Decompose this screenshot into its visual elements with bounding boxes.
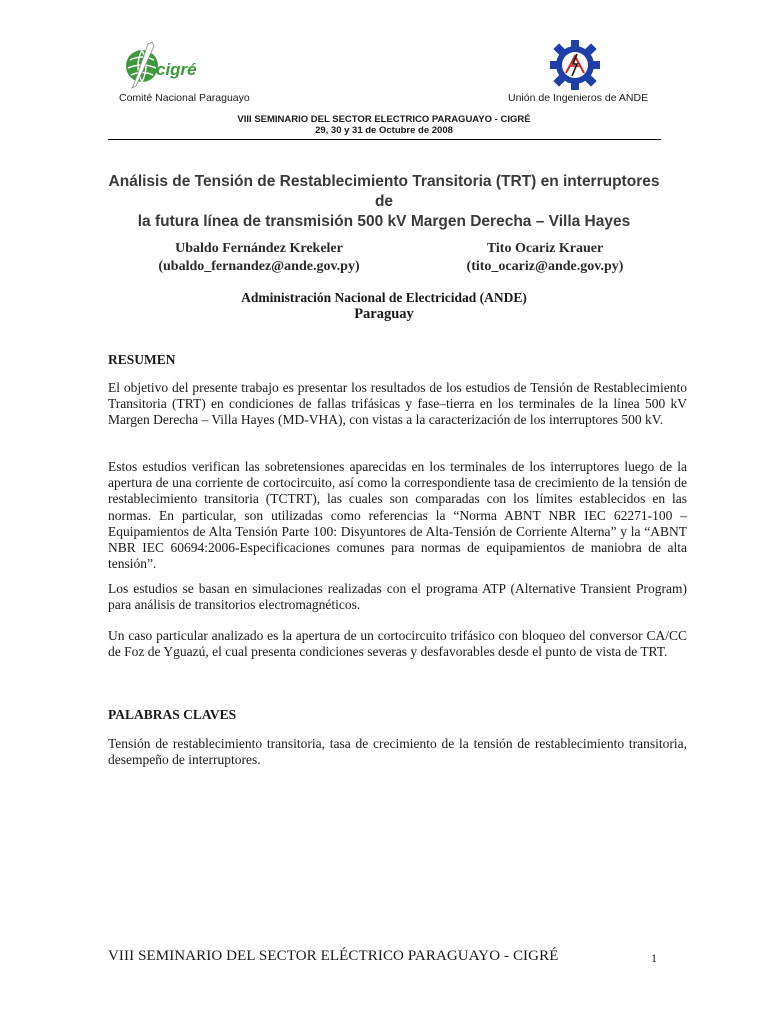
author-2 [400,240,690,275]
resumen-heading: RESUMEN [108,352,176,367]
keywords-text: Tensión de restablecimiento transitoria, tasa de crecimiento de la tensión de restablecimiento transitoria, desempeño de interruptores. [108,736,687,768]
resumen-paragraph-2: Estos estudios verifican las sobretensiones aparecidas en los terminales de los interruptores luego de la apertura de una corriente de cortocircuito, así como la correspondiente tasa de crecimiento de la tensión de restablecimiento transitoria (TCTRT), las cuales son comparadas con los límites establecidos en las normas. En particular, son utilizadas como referencias la “Norma ABNT NBR IEC 62271-100 – Equipamientos de Alta Tensión Parte 100: Disyuntores de Alta-Tensión de Corriente Alterna” y la “ABNT NBR IEC 60694:2006-Especificaciones comunes para normas de equipamientos de maniobra de alta tensión”. [108,459,687,572]
affiliation-name: Administración Nacional de Electricidad (ANDE) [241,290,527,305]
author-email: (tito_ocariz@ande.gov.py) [466,258,624,274]
resumen-paragraph-1: El objetivo del presente trabajo es presentar los resultados de los estudios de Tensión de Restablecimiento Transitoria (TRT) en condiciones de fallas trifásicas y fase–tierra en los terminales de la línea 500 kV Margen Derecha – Villa Hayes (MD-VHA), con vistas a la caracterización de los interruptores 500 kV. [108,380,687,428]
author-email: (ubaldo_fernandez@ande.gov.py) [158,258,360,274]
cigre-logo-text: cigré [156,60,197,79]
author-name: Ubaldo Fernández Krekeler [175,241,343,256]
seminar-title: VIII SEMINARIO DEL SECTOR ELECTRICO PARAGUAYO - CIGRÉ [237,114,531,125]
affiliation-country: Paraguay [354,306,414,322]
footer-seminar-text: VIII SEMINARIO DEL SECTOR ELÉCTRICO PARAGUAYO - CIGRÉ [108,948,559,964]
ande-engineers-logo [550,40,600,90]
paper-title-line-1: Análisis de Tensión de Restablecimiento Transitoria (TRT) en interruptores de [108,173,660,210]
left-organization-label: Comité Nacional Paraguayo [119,92,250,104]
author-name: Tito Ocariz Krauer [486,241,604,256]
page-number: 1 [651,951,657,965]
resumen-paragraph-4: Un caso particular analizado es la apertura de un cortocircuito trifásico con bloqueo del conversor CA/CC de Foz de Yguazú, el cual presenta condiciones severas y desfavorables desde el punto de vista de TRT. [108,628,687,660]
seminar-header [0,114,768,136]
header-divider [108,139,661,140]
right-organization-label: Unión de Ingenieros de ANDE [508,92,649,104]
affiliation-block [0,289,768,323]
paper-title-line-2: la futura línea de transmisión 500 kV Margen Derecha – Villa Hayes [137,213,631,230]
cigre-logo [122,40,204,92]
gear-emblem-icon [550,40,600,90]
keywords-heading: PALABRAS CLAVES [108,707,237,722]
paper-title [100,172,668,232]
resumen-paragraph-3: Los estudios se basan en simulaciones realizadas con el programa ATP (Alternative Transient Program) para análisis de transitorios electromagnéticos. [108,581,687,613]
cigre-globe-icon [122,40,204,92]
author-1 [100,240,418,275]
seminar-dates: 29, 30 y 31 de Octubre de 2008 [315,125,453,136]
